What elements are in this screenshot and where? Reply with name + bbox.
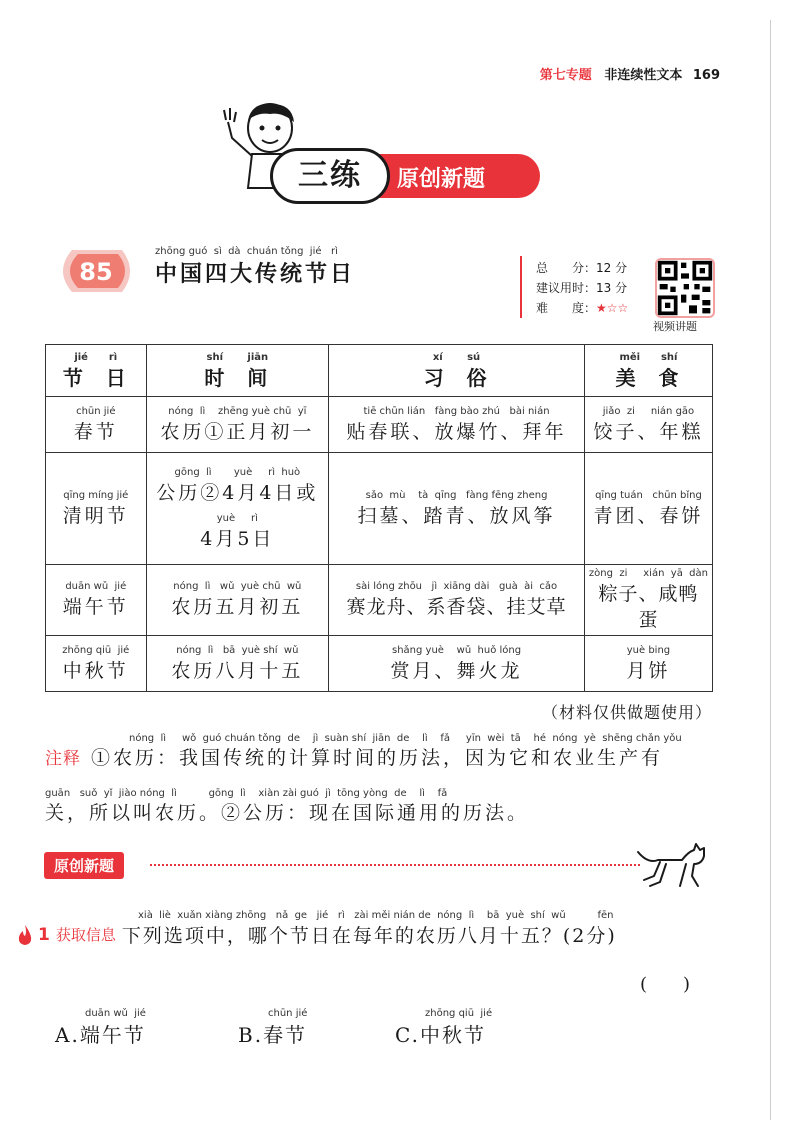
table-cell: nóng lì bā yuè shí wǔ 农历八月十五 xyxy=(146,636,329,692)
table-row xyxy=(46,636,713,692)
option-c[interactable] xyxy=(395,1008,492,1048)
option-pinyin: chūn jié xyxy=(268,1008,308,1019)
table-cell: jiǎo zi nián gāo 饺子、年糕 xyxy=(584,397,712,453)
option-label: C. xyxy=(395,1023,420,1047)
lesson-number: 85 xyxy=(79,258,113,286)
difficulty-label: 难 度： xyxy=(536,301,597,315)
difficulty-stars: ★☆☆ xyxy=(596,301,629,315)
option-label: A. xyxy=(55,1023,80,1047)
option-a[interactable] xyxy=(55,1008,146,1048)
notes-text-1: ①农历：我国传统的计算时间的历法，因为它和农业生产有 xyxy=(91,747,664,769)
table-cell: tiē chūn lián fàng bào zhú bài nián 贴春联、放爆竹、拜年 xyxy=(329,397,585,453)
lesson-title: 中国四大传统节日 xyxy=(155,261,356,287)
info-score: 总 分：12 分 xyxy=(536,261,628,275)
table-cell: zòng zi xián yā dàn 粽子、咸鸭蛋 xyxy=(584,565,712,636)
option-text: 中秋节 xyxy=(419,1023,486,1047)
question-text: 下列选项中，哪个节日在每年的农历八月十五？(2分) xyxy=(121,925,617,947)
header-cell: shí jiān 时 间 xyxy=(146,345,329,397)
table-cell: yuè bing 月饼 xyxy=(584,636,712,692)
section-label: 原创新题 xyxy=(44,852,124,879)
notes-line-2: 关，所以叫农历。②公历：现在国际通用的历法。 xyxy=(45,802,530,824)
answer-blank[interactable]: ( ) xyxy=(640,974,691,995)
table-row xyxy=(46,565,713,636)
header-cell: jié rì 节 日 xyxy=(46,345,147,397)
notes-block xyxy=(45,733,715,824)
question-pinyin: xià liè xuǎn xiàng zhōng nǎ ge jié rì zài měi nián de nóng lì bā yuè shí wǔ fēn xyxy=(138,910,614,921)
table-cell: qīng tuán chūn bǐng 青团、春饼 xyxy=(584,453,712,565)
table-cell: zhōng qiū jié 中秋节 xyxy=(46,636,147,692)
fire-icon xyxy=(16,924,34,946)
table-cell: chūn jié 春节 xyxy=(46,397,147,453)
info-panel xyxy=(520,258,628,318)
lesson-number-badge xyxy=(52,248,140,294)
table-header-row xyxy=(46,345,713,397)
qr-label: 视频讲题 xyxy=(653,320,697,333)
table-cell: sài lóng zhōu jì xiāng dài guà ài cǎo 赛龙舟、系香袋、挂艾草 xyxy=(329,565,585,636)
question-tag: 获取信息 xyxy=(55,926,116,944)
option-label: B. xyxy=(238,1023,264,1047)
qr-code-icon[interactable] xyxy=(655,258,715,318)
header-cell: měi shí 美 食 xyxy=(584,345,712,397)
banner-subtitle: 原创新题 xyxy=(397,166,486,192)
option-b[interactable] xyxy=(238,1008,307,1048)
notes-label: 注释 xyxy=(45,749,81,769)
info-difficulty xyxy=(536,298,628,318)
question-1 xyxy=(16,910,716,948)
table-cell: qīng míng jié 清明节 xyxy=(46,453,147,565)
chapter-label: 第七专题 xyxy=(539,68,592,83)
table-cell: nóng lì wǔ yuè chū wǔ 农历五月初五 xyxy=(146,565,329,636)
table-cell: sǎo mù tà qīng fàng fēng zheng 扫墓、踏青、放风筝 xyxy=(329,453,585,565)
notes-line-1 xyxy=(45,747,715,770)
option-pinyin: duān wǔ jié xyxy=(85,1008,146,1019)
banner-title: 三练 xyxy=(270,148,390,204)
table-cell: gōng lì yuè rì huò 公历②4月4日或 yuè rì 4月5日 xyxy=(146,453,329,565)
question-number: 1 xyxy=(38,924,50,945)
cat-icon xyxy=(636,842,708,888)
table-cell: nóng lì zhēng yuè chū yī 农历①正月初一 xyxy=(146,397,329,453)
dotted-divider xyxy=(150,864,640,866)
page-header xyxy=(540,64,720,83)
notes-pinyin-2: guān suǒ yǐ jiào nóng lì gōng lì xiàn zài guó jì tōng yòng de lì fǎ xyxy=(45,788,448,799)
practice-banner xyxy=(225,152,540,204)
source-note: （材料仅供做题使用） xyxy=(541,703,712,722)
notes-pinyin-1: nóng lì wǒ guó chuán tǒng de jì suàn shí jiān de lì fǎ yīn wèi tā hé nóng yè shēng chǎn yǒu xyxy=(129,733,682,744)
table-cell: duān wǔ jié 端午节 xyxy=(46,565,147,636)
table-row xyxy=(46,397,713,453)
info-time: 建议用时：13 分 xyxy=(536,281,628,295)
lesson-title-pinyin: zhōng guó sì dà chuán tǒng jié rì xyxy=(155,246,338,257)
table-row xyxy=(46,453,713,565)
lesson-heading xyxy=(155,246,355,288)
chapter-title: 非连续性文本 xyxy=(604,68,683,83)
option-text: 端午节 xyxy=(79,1023,146,1047)
option-pinyin: zhōng qiū jié xyxy=(425,1008,493,1019)
page-edge xyxy=(770,20,771,1120)
festival-table xyxy=(45,344,713,692)
table-cell: shǎng yuè wǔ huǒ lóng 赏月、舞火龙 xyxy=(329,636,585,692)
page-number: 169 xyxy=(692,68,720,83)
header-cell: xí sú 习 俗 xyxy=(329,345,585,397)
option-text: 春节 xyxy=(263,1023,308,1047)
